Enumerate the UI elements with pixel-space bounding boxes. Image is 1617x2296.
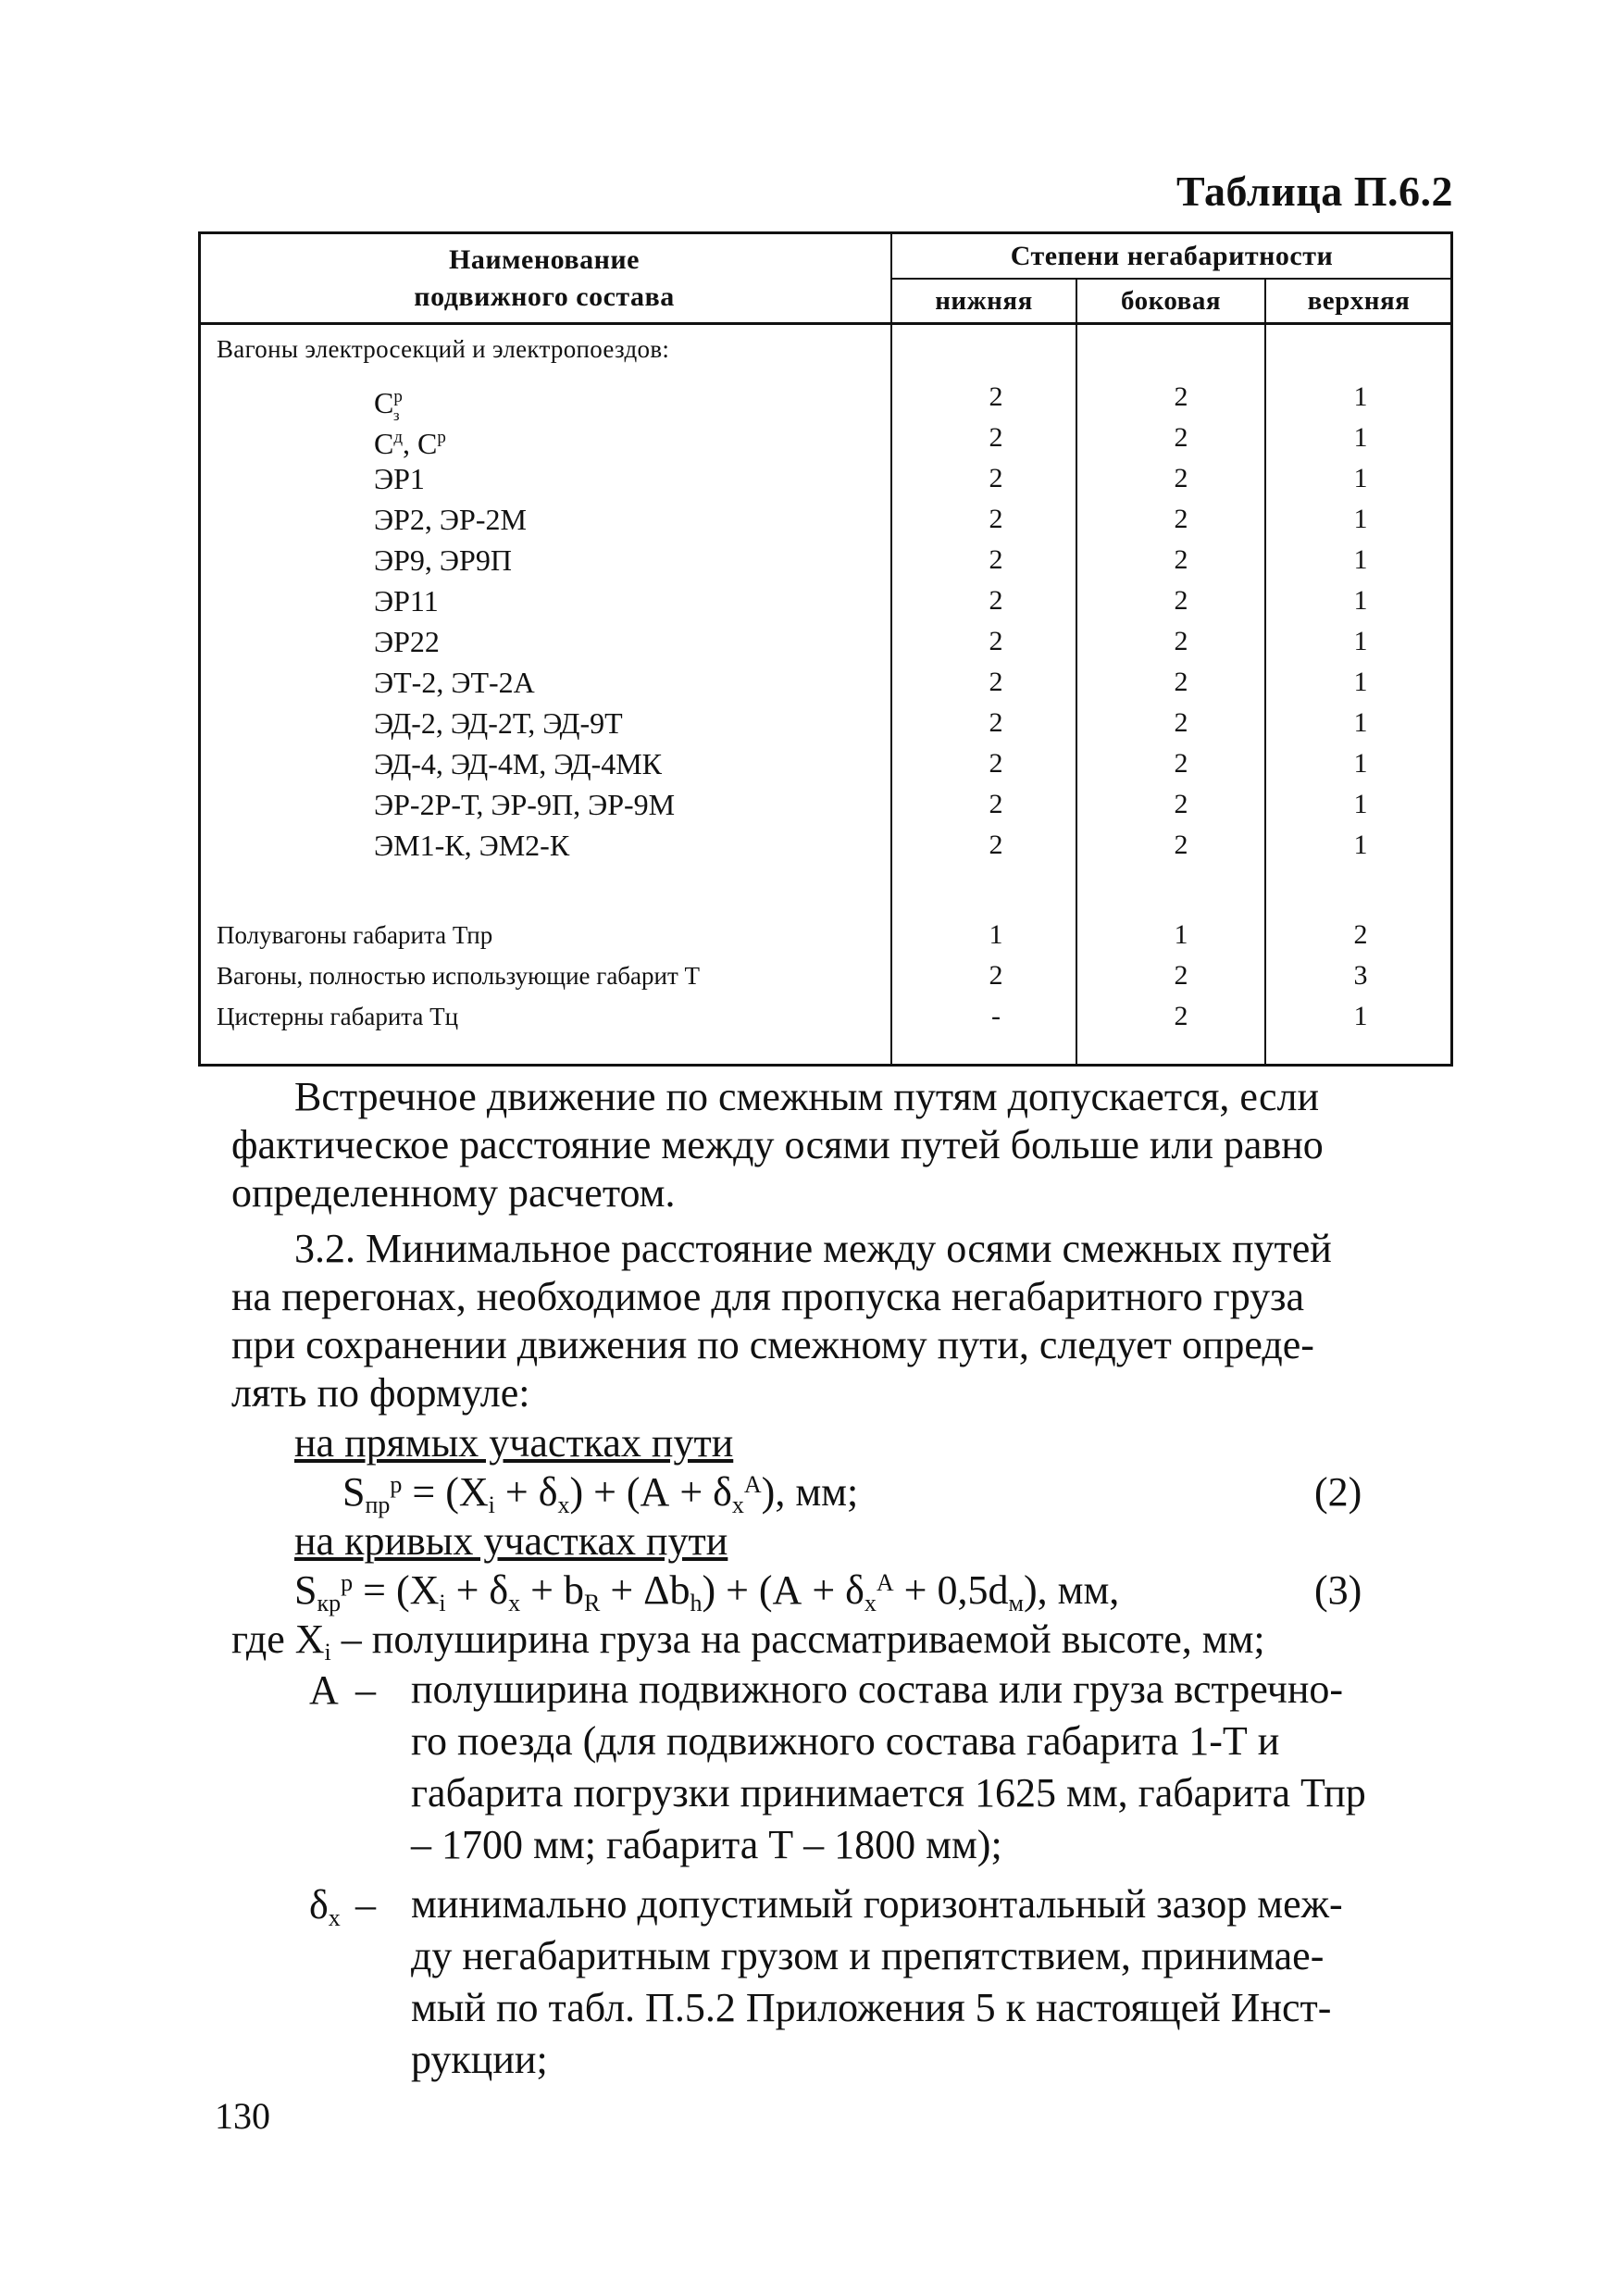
header-col-upper: верхняя <box>1307 286 1411 316</box>
table-border-top <box>198 231 1453 234</box>
table-row <box>198 621 1453 662</box>
value-side: 2 <box>1174 504 1188 534</box>
paragraph-2-line: при сохранении движения по смежному пути, следует опреде- <box>231 1322 1314 1367</box>
row-name: $С^д$, $С^р$ <box>374 427 446 460</box>
table-row <box>198 662 1453 703</box>
value-upper: 1 <box>1353 463 1368 493</box>
paragraph-1-line: Встречное движение по смежным путям допускается, если <box>294 1074 1320 1119</box>
row-name: ЭР-2Р-Т, ЭР-9П, ЭР-9М <box>374 788 676 821</box>
definition-dx-symbol: $\delta_x$ <box>309 1882 341 1931</box>
definition-a-dash: – <box>355 1667 376 1713</box>
definition-a-line: го поезда (для подвижного состава габарита 1-Т и <box>411 1718 1280 1764</box>
value-lower: 2 <box>989 544 1003 575</box>
formula-curved: $S_{кр}^р = (X_i + \delta_x + b_R + \Delta b_h) + (А + \delta_x^А + 0,5d_м)$, мм, <box>294 1567 1120 1616</box>
table-row <box>198 458 1453 499</box>
value-side: 2 <box>1174 544 1188 575</box>
table-caption: Таблица П.6.2 <box>1176 168 1453 215</box>
header-col-side: боковая <box>1120 286 1222 316</box>
value-lower: 2 <box>989 626 1003 656</box>
group-title: Вагоны электросекций и электропоездов: <box>217 335 670 363</box>
table-row <box>198 703 1453 743</box>
value-side: 2 <box>1174 463 1188 493</box>
value-side: 2 <box>1174 422 1188 453</box>
paragraph-1-line: определенному расчетом. <box>231 1170 676 1216</box>
definition-dx-dash: – <box>355 1882 376 1928</box>
page-number: 130 <box>215 2095 270 2137</box>
value-side: 2 <box>1174 585 1188 616</box>
table-row <box>198 784 1453 825</box>
value-upper: 1 <box>1353 504 1368 534</box>
value-side: 2 <box>1174 626 1188 656</box>
table-row <box>198 418 1453 458</box>
formula-number-2: (2) <box>1314 1469 1362 1515</box>
row-name: ЭР22 <box>374 625 440 658</box>
row-name: Вагоны, полностью использующие габарит Т <box>217 962 701 990</box>
header-col-lower: нижняя <box>935 286 1033 316</box>
value-lower: 2 <box>989 830 1003 860</box>
value-upper: 1 <box>1353 667 1368 697</box>
value-lower: 1 <box>989 919 1003 950</box>
value-lower: 2 <box>989 463 1003 493</box>
value-upper: 1 <box>1353 748 1368 779</box>
table-row <box>198 915 1453 955</box>
definition-dx-line: мый по табл. П.5.2 Приложения 5 к настоящей Инст- <box>411 1985 1332 2030</box>
row-name: ЭД-4, ЭД-4М, ЭД-4МК <box>374 747 663 780</box>
table-row <box>198 955 1453 996</box>
table-row <box>198 499 1453 540</box>
header-name-line2: подвижного состава <box>414 281 675 312</box>
curved-section-heading: на кривых участках пути <box>294 1518 728 1564</box>
value-upper: 2 <box>1353 919 1368 950</box>
value-upper: 3 <box>1353 960 1368 991</box>
value-lower: 2 <box>989 381 1003 412</box>
row-name: ЭД-2, ЭД-2Т, ЭД-9Т <box>374 706 623 740</box>
definition-a-line: габарита погрузки принимается 1625 мм, габарита Тпр <box>411 1770 1366 1816</box>
value-upper: 1 <box>1353 585 1368 616</box>
formula-number-3: (3) <box>1314 1567 1362 1613</box>
value-upper: 1 <box>1353 707 1368 738</box>
value-lower: 2 <box>989 422 1003 453</box>
value-side: 2 <box>1174 1001 1188 1031</box>
value-lower: 2 <box>989 585 1003 616</box>
row-name: ЭР1 <box>374 462 425 495</box>
table-row <box>198 377 1453 424</box>
table-row <box>198 825 1453 866</box>
formula-straight: $S_{пр}^р = (X_i + \delta_x) + (А + \delta_x^А)$, мм; <box>342 1469 859 1518</box>
row-name: ЭТ-2, ЭТ-2А <box>374 666 535 699</box>
straight-section-heading: на прямых участках пути <box>294 1420 734 1466</box>
value-upper: 1 <box>1353 626 1368 656</box>
definition-dx-line: минимально допустимый горизонтальный зазор меж- <box>411 1881 1343 1927</box>
definition-a-symbol: А <box>309 1667 339 1713</box>
value-lower: 2 <box>989 504 1003 534</box>
value-lower: - <box>991 1001 1001 1031</box>
paragraph-2-line: лять по формуле: <box>231 1370 530 1416</box>
value-side: 2 <box>1174 789 1188 819</box>
value-side: 2 <box>1174 707 1188 738</box>
row-name: Полувагоны габарита Тпр <box>217 921 493 949</box>
value-upper: 1 <box>1353 789 1368 819</box>
value-upper: 1 <box>1353 422 1368 453</box>
table-row <box>198 743 1453 784</box>
row-name: Цистерны габарита Тц <box>217 1003 459 1030</box>
value-upper: 1 <box>1353 544 1368 575</box>
row-name: ЭМ1-К, ЭМ2-К <box>374 829 570 862</box>
row-name: $С^р_з$ <box>374 386 403 424</box>
paragraph-2-line: 3.2. Минимальное расстояние между осями смежных путей <box>294 1226 1332 1271</box>
paragraph-2-line: на перегонах, необходимое для пропуска негабаритного груза <box>231 1274 1305 1319</box>
header-degrees: Степени негабаритности <box>1010 241 1334 271</box>
table-row <box>198 996 1453 1037</box>
row-name: ЭР2, ЭР-2М <box>374 503 527 536</box>
definition-a-line: – 1700 мм; габарита Т – 1800 мм); <box>411 1822 1002 1867</box>
value-lower: 2 <box>989 667 1003 697</box>
value-upper: 1 <box>1353 1001 1368 1031</box>
value-side: 2 <box>1174 381 1188 412</box>
value-side: 2 <box>1174 960 1188 991</box>
value-side: 1 <box>1174 919 1188 950</box>
table <box>198 231 1453 1067</box>
row-name: ЭР9, ЭР9П <box>374 543 512 577</box>
value-lower: 2 <box>989 960 1003 991</box>
value-side: 2 <box>1174 748 1188 779</box>
row-name: ЭР11 <box>374 584 439 618</box>
definition-dx-line: рукции; <box>411 2037 548 2082</box>
value-upper: 1 <box>1353 381 1368 412</box>
definition-a-line: полуширина подвижного состава или груза встречно- <box>411 1666 1344 1712</box>
definition-xi: где $X_i$ – полуширина груза на рассматриваемой высоте, мм; <box>231 1616 1265 1666</box>
table-row <box>198 540 1453 580</box>
value-side: 2 <box>1174 667 1188 697</box>
value-lower: 2 <box>989 748 1003 779</box>
definition-dx-line: ду негабаритным грузом и препятствием, принимае- <box>411 1933 1325 1978</box>
value-side: 2 <box>1174 830 1188 860</box>
table-row <box>198 580 1453 621</box>
header-name-line1: Наименование <box>449 244 640 275</box>
value-lower: 2 <box>989 707 1003 738</box>
value-lower: 2 <box>989 789 1003 819</box>
value-upper: 1 <box>1353 830 1368 860</box>
paragraph-1-line: фактическое расстояние между осями путей больше или равно <box>231 1122 1324 1167</box>
